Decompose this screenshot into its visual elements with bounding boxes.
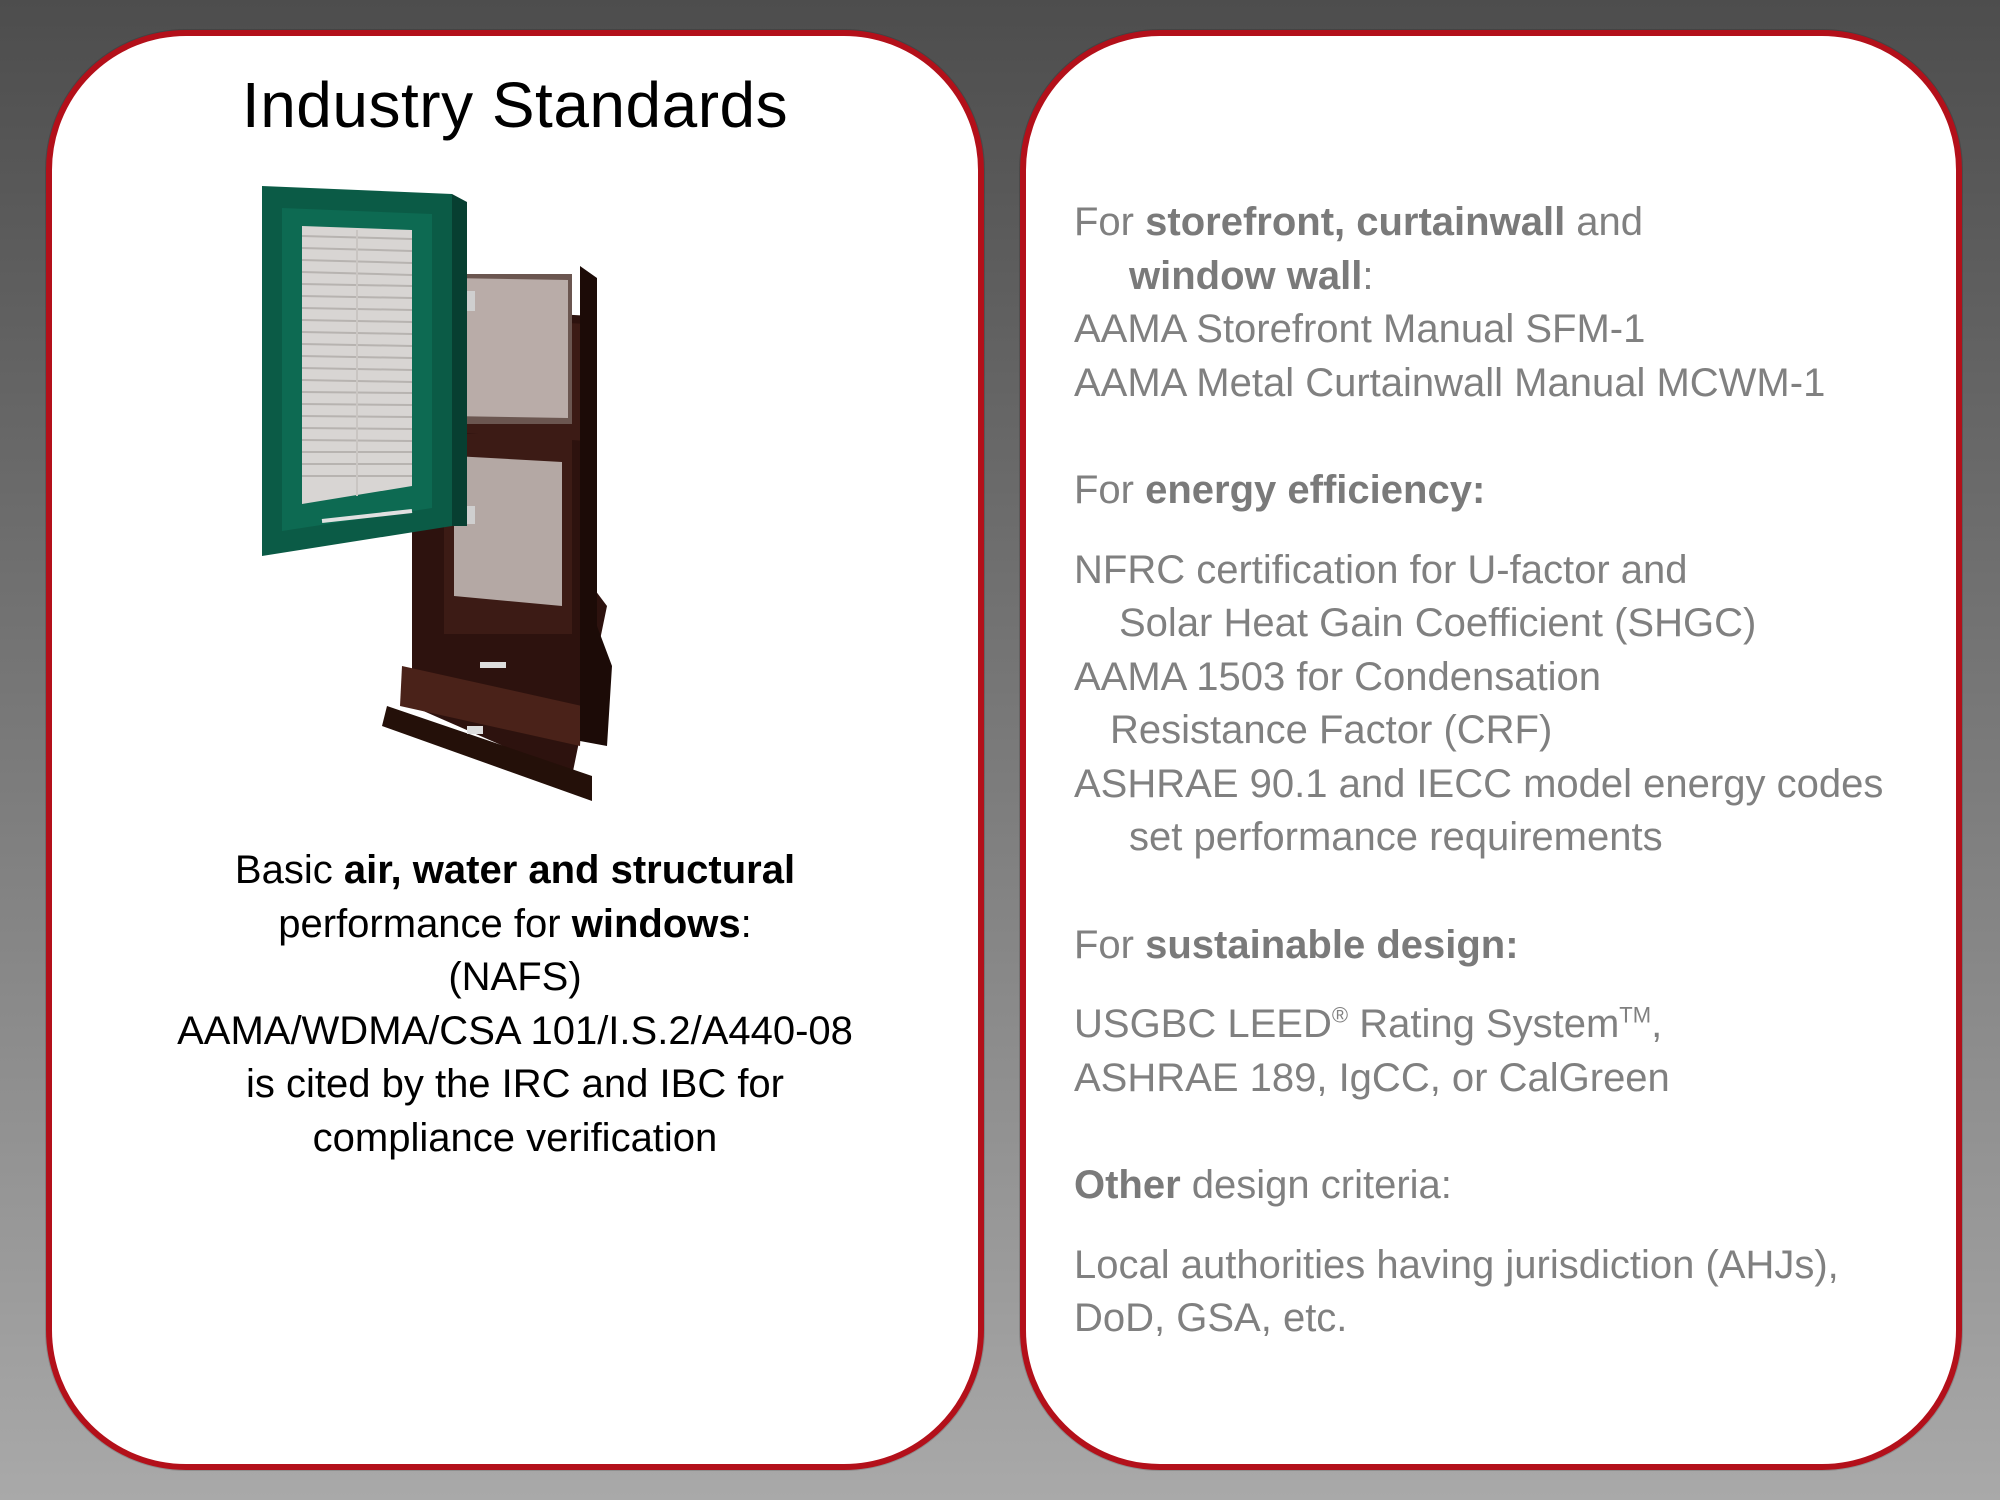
- body-line-4: AAMA/WDMA/CSA 101/I.S.2/A440-08: [177, 1008, 853, 1053]
- sustainable-line-1: USGBC LEED® Rating System™,: [1074, 1002, 1663, 1046]
- energy-line-4: Resistance Factor (CRF): [1110, 708, 1553, 752]
- right-body-text: [1074, 196, 1934, 1346]
- storefront-line-1: For storefront, curtainwall and: [1074, 200, 1644, 244]
- right-panel: [1020, 30, 1962, 1470]
- energy-line-2: Solar Heat Gain Coefficient (SHGC): [1119, 601, 1757, 645]
- storefront-line-2: window wall:: [1129, 253, 1374, 298]
- casement-window: [262, 186, 475, 556]
- body-line-3: (NAFS): [448, 955, 582, 999]
- other-section: [1074, 1159, 1934, 1346]
- left-body-text: [92, 844, 938, 1165]
- body-line-6: compliance verification: [312, 1115, 718, 1160]
- energy-heading: For energy efficiency:: [1074, 468, 1486, 512]
- sustainable-heading: For sustainable design:: [1074, 922, 1519, 967]
- body-line-1: Basic air, water and structural: [234, 848, 796, 892]
- energy-line-6: set performance requirements: [1129, 815, 1663, 859]
- storefront-line-3: AAMA Storefront Manual SFM-1: [1074, 307, 1646, 351]
- other-heading: Other design criteria:: [1074, 1163, 1452, 1207]
- body-line-5: is cited by the IRC and IBC for: [245, 1062, 784, 1106]
- energy-section: [1074, 464, 1934, 865]
- body-line-2: performance for windows:: [278, 901, 752, 946]
- window-illustration: [262, 186, 782, 806]
- sustainable-line-2: ASHRAE 189, IgCC, or CalGreen: [1074, 1055, 1670, 1100]
- other-line-1: Local authorities having jurisdiction (AHJs),: [1074, 1242, 1839, 1287]
- page-title: Industry Standards: [241, 69, 789, 141]
- energy-line-3: AAMA 1503 for Condensation: [1074, 654, 1602, 699]
- left-panel: [46, 30, 984, 1470]
- storefront-line-4: AAMA Metal Curtainwall Manual MCWM-1: [1074, 360, 1826, 405]
- storefront-section: [1074, 196, 1934, 410]
- energy-line-5: ASHRAE 90.1 and IECC model energy codes: [1074, 761, 1884, 806]
- sustainable-section: [1074, 919, 1934, 1106]
- energy-line-1: NFRC certification for U-factor and: [1074, 547, 1688, 592]
- other-line-2: DoD, GSA, etc.: [1074, 1296, 1348, 1340]
